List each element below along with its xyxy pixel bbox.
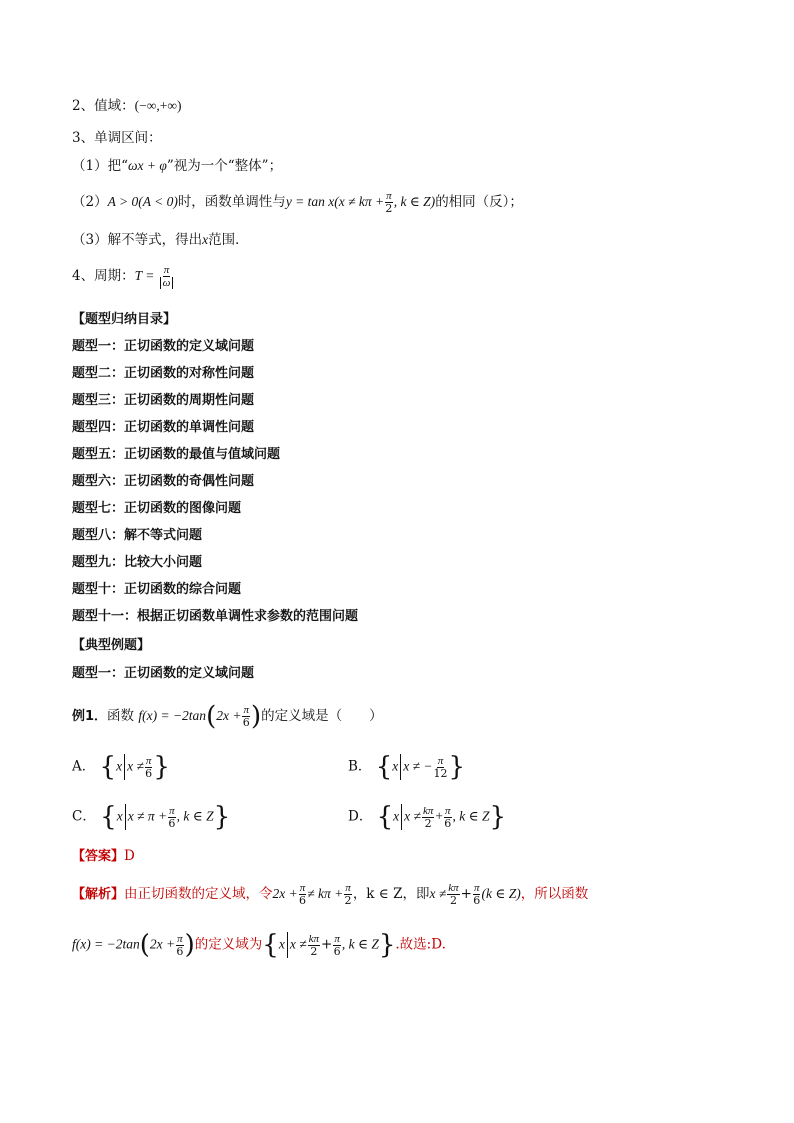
directory-item: 题型三：正切函数的周期性问题 (72, 393, 255, 408)
option-b-den: 12 (433, 766, 448, 780)
example1-func: f(x) = −2tan (138, 708, 207, 723)
option-a-frac (145, 755, 153, 780)
option-d-frac1 (422, 805, 434, 830)
analysis-sol-end: (k ∈ Z) (481, 886, 521, 901)
option-a-num: π (145, 754, 152, 767)
period-num: π (163, 264, 170, 276)
monotonic-step-1 (72, 156, 282, 176)
step2-func-end: , k ∈ Z) (393, 194, 436, 209)
left-paren: ( (206, 701, 217, 732)
option-a-set: x ≠ (127, 758, 144, 774)
analysis-text2: ，所以函数 (520, 886, 589, 902)
step2-frac (385, 190, 393, 215)
analysis-frac4: $\frac{\pi}{6}$ (473, 882, 481, 907)
analysis-line2-frac3: $\frac{\pi}{6}$ (333, 932, 341, 958)
brace-close: } (153, 752, 170, 782)
option-c-label: C． (72, 808, 96, 825)
brace-close: } (448, 752, 466, 782)
monotonic-heading (72, 128, 162, 148)
directory-item: 题型二：正切函数的对称性问题 (72, 366, 255, 381)
step2-frac-den: 2 (385, 202, 393, 215)
directory-item: 题型四：正切函数的单调性问题 (72, 420, 255, 435)
examples-heading: 【典型例题】 (72, 638, 151, 653)
answer-value: D (124, 848, 135, 864)
topic1-heading: 题型一：正切函数的定义域问题 (72, 666, 255, 681)
analysis-frac1: $\frac{\pi}{6}$ (299, 882, 306, 907)
directory-item: 题型十：正切函数的综合问题 (72, 582, 242, 597)
brace-close: } (213, 802, 231, 832)
option-d-den2: 6 (444, 816, 452, 830)
brace-close: } (489, 802, 507, 832)
analysis-text1: 由正切函数的定义域，令 (124, 886, 273, 902)
analysis-line2-func: f(x) = −2tan (72, 936, 140, 952)
range-label: 2、值域： (72, 98, 135, 114)
period-frac (160, 264, 174, 289)
analysis-line2-frac: $\frac{\pi}{6}$ (176, 932, 184, 958)
analysis-kz: ，k ∈ Z，即 (352, 886, 430, 902)
example1-frac-den: 6 (242, 716, 250, 729)
example1-frac (242, 704, 250, 729)
step2-pre: （2） (72, 194, 108, 210)
step2-frac-num: π (386, 190, 392, 202)
step2-cond: A > 0(A < 0) (107, 194, 178, 209)
analysis-label: 【解析】 (72, 887, 125, 902)
step1-math: ωx + φ (128, 158, 167, 173)
directory-item: 题型五：正切函数的最值与值域问题 (72, 447, 281, 462)
directory-heading: 【题型归纳目录】 (72, 312, 177, 327)
directory-item: 题型六：正切函数的奇偶性问题 (72, 474, 255, 489)
analysis-line2-mid: 的定义域为 (194, 936, 263, 953)
directory-item: 题型九：比较大小问题 (72, 555, 203, 570)
brace-open: { (375, 752, 393, 782)
example1-post: 的定义域是（ ） (261, 708, 383, 724)
example1-frac-num: π (243, 704, 249, 716)
option-b-frac (434, 755, 448, 780)
analysis-frac3: $\frac{k\pi}{2}$ (448, 882, 459, 907)
option-d-frac2 (444, 805, 452, 830)
analysis-conclusion: .故选:D. (395, 936, 446, 953)
brace-open: { (100, 802, 117, 832)
range-value: (−∞,+∞) (134, 98, 182, 113)
analysis-line2-frac2: $\frac{k\pi}{2}$ (308, 932, 320, 958)
step3-post: 范围． (208, 232, 249, 248)
right-paren: ) (250, 701, 262, 732)
option-c-set: x ≠ π + (127, 808, 168, 824)
option-a-label: A． (72, 758, 96, 775)
brace-open: { (376, 802, 394, 832)
option-d-label: D． (348, 808, 373, 825)
option-d-den: 2 (424, 816, 432, 830)
option-b[interactable]: B． {x x ≠ − $\frac{\pi}{12}$ } (348, 752, 466, 782)
directory-item: 题型七：正切函数的图像问题 (72, 501, 242, 516)
analysis-frac2: $\frac{\pi}{2}$ (344, 882, 352, 907)
answer-line (72, 846, 135, 867)
directory-item: 题型一：正切函数的定义域问题 (72, 339, 255, 354)
option-a[interactable]: A． {x x ≠ $\frac{\pi}{6}$ } (72, 752, 170, 782)
directory-item: 题型十一：根据正切函数单调性求参数的范围问题 (72, 609, 359, 624)
analysis-line-1: 【解析】由正切函数的定义域，令2x + $\frac{\pi}{6}$ ≠ kπ + $\frac{\pi}{2}$ ，k ∈ Z，即x ≠ $\frac{k\pi}{2}$ + $\frac{\pi}{6}$ (k ∈ Z)，所以函数 (72, 882, 589, 907)
option-d-num2: π (444, 804, 451, 817)
period-line (72, 264, 174, 289)
option-d-set: x ≠ (404, 808, 421, 824)
option-d-num: kπ (422, 804, 434, 817)
option-b-num: π (437, 754, 444, 767)
option-c-frac (168, 805, 176, 830)
step1-pre: （1）把“ (72, 158, 128, 174)
option-c-num: π (169, 804, 175, 817)
step2-func: y = tan x(x ≠ kπ + (285, 194, 385, 209)
analysis-line-2: f(x) = −2tan(2x + $\frac{\pi}{6}$ )的定义域为{x x ≠ $\frac{k\pi}{2}$ + $\frac{\pi}{6}$ , k ∈ Z}.故选:D. (72, 930, 446, 960)
step2-post: 的相同（反）； (435, 194, 523, 210)
period-den: ω (160, 277, 174, 289)
analysis-ineq-rhs: ≠ kπ + (307, 886, 344, 901)
analysis-line2-inner: 2x + (149, 936, 176, 952)
analysis-sol: x ≠ (429, 886, 447, 901)
option-c-den: 6 (168, 816, 176, 830)
analysis-line2-set: x ≠ (289, 936, 307, 952)
example1-label: 例1． (72, 709, 108, 724)
brace-open: { (99, 752, 117, 782)
option-b-label: B． (348, 758, 372, 775)
option-d-plus: + (435, 808, 443, 824)
example1-pre: 函数 (107, 708, 135, 724)
example1-question (72, 701, 383, 732)
option-a-den: 6 (145, 766, 153, 780)
option-c-tail: , k ∈ Z (176, 808, 214, 824)
option-d-tail: , k ∈ Z (452, 808, 490, 824)
option-d[interactable]: D． {x x ≠ $\frac{k\pi}{2}$ + $\frac{\pi}{6}$ , k ∈ Z} (348, 802, 507, 832)
answer-label: 【答案】 (72, 849, 125, 864)
option-b-set: x ≠ − (403, 758, 433, 774)
period-label: 4、周期： (72, 268, 135, 284)
example1-inner: 2x + (216, 708, 242, 723)
monotonic-step-3 (72, 230, 249, 250)
analysis-ineq: 2x + (272, 886, 298, 901)
directory-item: 题型八：解不等式问题 (72, 528, 203, 543)
step1-post: ”视为一个“整体”； (166, 158, 283, 174)
step2-mid: 时，函数单调性与 (177, 194, 286, 210)
step3-var: x (202, 232, 209, 247)
monotonic-step-2 (72, 190, 523, 215)
step3-pre: （3）解不等式，得出 (72, 232, 203, 248)
monotonic-label: 3、单调区间： (72, 130, 162, 146)
period-lhs: T = (134, 268, 155, 283)
range-line (72, 96, 181, 116)
analysis-line2-tail: , k ∈ Z (341, 936, 379, 952)
option-c[interactable]: C． {x x ≠ π + $\frac{\pi}{6}$ , k ∈ Z} (72, 802, 231, 832)
